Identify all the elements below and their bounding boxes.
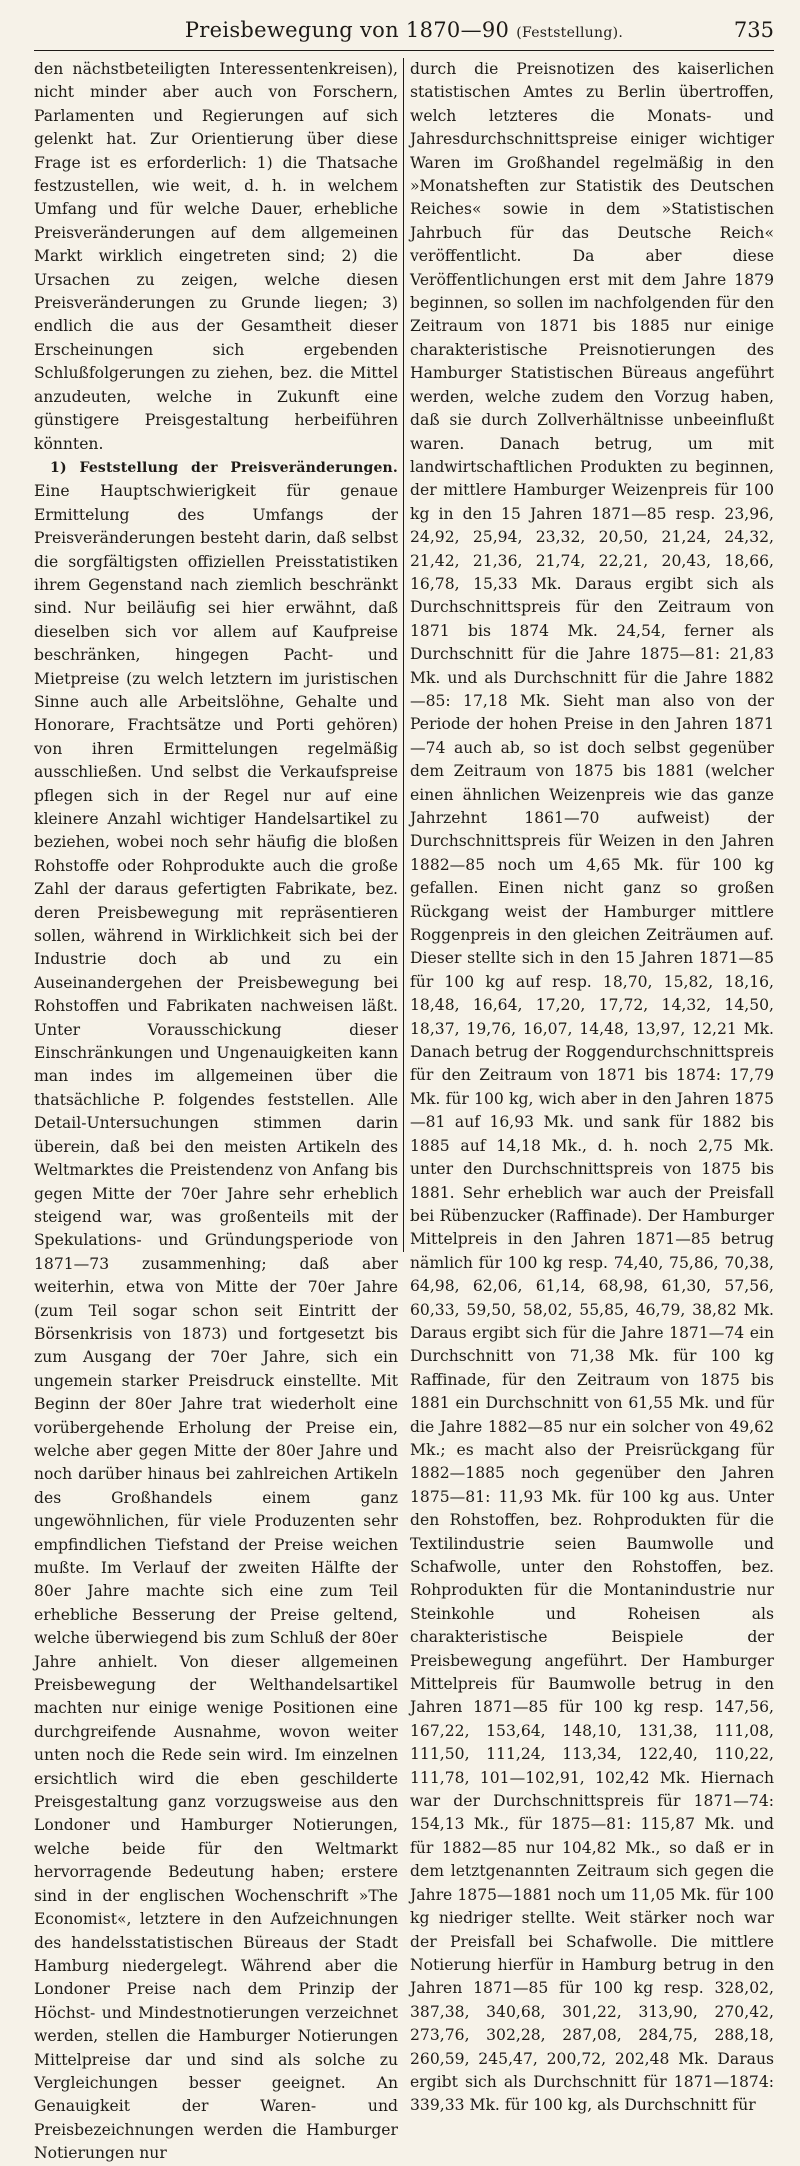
paragraph: durch die Preisnotizen des kaiserlichen statistischen Amtes zu Berlin übertroffen, welch letzteres die Monats- und Jahresdurchschnittspreise einiger wichtiger Waren im Großhandel regelmäßig in den »Monatsheften zur Statistik des Deutschen Reiches« sowie in dem »Statistischen Jahrbuch für das Deutsche Reich« veröffentlicht. Da aber diese Veröffentlichungen erst mit dem Jahre 1879 beginnen, so sollen im nachfolgenden für den Zeitraum von 1871 bis 1885 nur einige charakteristische Preisnotierungen des Hamburger Statistischen Büreaus angeführt werden, welche zudem den Vorzug haben, daß sie durch Zollverhältnisse unbeeinflußt waren. Danach betrug, um mit landwirtschaftlichen Produkten zu beginnen, der mittlere Hamburger Weizenpreis für 100 kg in den 15 Jahren 1871—85 resp. 23,96, 24,92, 25,94, 23,32, 20,50, 21,24, 24,32, 21,42, 21,36, 21,74, 22,21, 20,43, 18,66, 16,78, 15,33 Mk. Daraus ergibt sich als Durchschnittspreis für den Zeitraum von 1871 bis 1874 Mk. 24,54, ferner als Durchschnitt für die Jahre 1875—81: 21,83 Mk. und als Durchschnitt für die Jahre 1882—85: 17,18 Mk. Sieht man also von der Periode der hohen Preise in den Jahren 1871—74 auch ab, so ist doch selbst gegenüber dem Zeitraum von 1875 bis 1881 (welcher einen ähnlichen Weizenpreis wie das ganze Jahrzehnt 1861—70 aufweist) der Durchschnittspreis für Weizen in den Jahren 1882—85 noch um 4,65 Mk. für 100 kg gefallen. Einen nicht ganz so großen Rückgang weist der Hamburger mittlere Roggenpreis in den gleichen Zeiträumen auf. Dieser stellte sich in den 15 Jahren 1871—85 für 100 kg auf resp. 18,70, 15,82, 18,16, 18,48, 16,64, 17,20, 17,72, 14,32, 14,50, 18,37, 19,76, 16,07, 14,48, 13,97, 12,21 Mk. Danach betrug der Roggendurchschnittspreis für den Zeitraum von 1871 bis 1874: 17,79 Mk. für 100 kg, wich aber in den Jahren 1875—81 auf 16,93 Mk. und sank für 1882 bis 1885 auf 14,18 Mk., d. h. noch 2,75 Mk. unter den Durchschnittspreis von 1875 bis 1881. Sehr erheblich war auch der Preisfall bei Rübenzucker (Raffinade). Der Hamburger Mittelpreis in den Jahren 1871—85 betrug nämlich für 100 kg resp. 74,40, 75,86, 70,38, 64,98, 62,06, 61,14, 68,98, 61,30, 57,56, 60,33, 59,50, 58,02, 55,85, 46,79, 38,82 Mk. Daraus ergibt sich für die Jahre 1871—74 ein Durchschnitt von 71,38 Mk. für 100 kg Raffinade, für den Zeitraum von 1875 bis 1881 ein Durchschnitt von 61,55 Mk. und für die Jahre 1882—85 nur ein solcher von 49,62 Mk.; es macht also der Preisrückgang für 1882—1885 noch gegenüber den Jahren 1875—81: 11,93 Mk. für 100 kg aus. Unter den Rohstoffen, bez. Rohprodukten für die Textilindustrie seien Baumwolle und Schafwolle, unter den Rohstoffen, bez. Rohprodukten für die Montanindustrie nur Steinkohle und Roheisen als charakteristische Beispiele der Preisbewegung angeführt. Der Hamburger Mittelpreis für Baumwolle betrug in den Jahren 1871—85 für 100 kg resp. 147,56, 167,22, 153,64, 148,10, 131,38, 111,08, 111,50, 111,24, 113,34, 122,40, 110,22, 111,78, 101—102,91, 102,42 Mk. Hiernach war der Durchschnittspreis für 1871—74: 154,13 Mk., für 1875—81: 115,87 Mk. und für 1882—85 nur 104,82 Mk., so daß er in dem letztgenannten Zeitraum sich gegen die Jahre 1875—1881 noch um 11,05 Mk. für 100 kg niedriger stellte. Weit stärker noch war der Preisfall bei Schafwolle. Die mittlere Notierung hierfür in Hamburg betrug in den Jahren 1871—85 für 100 kg resp. 328,02, 387,38, 340,68, 301,22, 313,90, 270,42, 273,76, 302,28, 287,08, 284,75, 288,18, 260,59, 245,47, 200,72, 202,48 Mk. Daraus ergibt sich als Durchschnitt für 1871—1874: 339,33 Mk. für 100 kg, als Durchschnitt für	[410, 60, 774, 2115]
right-column	[410, 58, 774, 2115]
page-number: 735	[733, 18, 774, 42]
running-head	[34, 14, 774, 48]
running-title-main: Preisbewegung von 1870—90	[184, 18, 510, 42]
header-rule	[34, 50, 774, 51]
paragraph: den nächstbeteiligten Interessentenkreisen), nicht minder aber auch von Forschern, Parlamenten und Regierungen auf sich gelenkt hat. Zur Orientierung über diese Frage ist es erforderlich: 1) die Thatsache festzustellen, wie weit, d. h. in welchem Umfang und für welche Dauer, erhebliche Preisveränderungen auf dem allgemeinen Markt wirklich eingetreten sind; 2) die Ursachen zu zeigen, welche diesen Preisveränderungen zu Grunde liegen; 3) endlich die aus der Gesamtheit dieser Erscheinungen sich ergebenden Schlußfolgerungen zu ziehen, bez. die Mittel anzudeuten, welche in Zukunft eine günstigere Preisgestaltung herbeiführen könnten.	[34, 60, 398, 453]
running-title	[34, 18, 774, 42]
left-column	[34, 58, 398, 2163]
paragraph-text: Eine Hauptschwierigkeit für genaue Ermittelung des Umfangs der Preisveränderungen besteht darin, daß selbst die sorgfältigsten offiziellen Preisstatistiken ihrem Gegenstand nach ziemlich beschränkt sind. Nur beiläufig sei hier erwähnt, daß dieselben sich vor allem auf Kaufpreise beschränken, hingegen Pacht- und Mietpreise (zu welch letztern im juristischen Sinne auch alle Arbeitslöhne, Gehalte und Honorare, Frachtsätze und Porti gehören) von ihren Ermittelungen regelmäßig ausschließen. Und selbst die Verkaufspreise pflegen sich in der Regel nur auf eine kleinere Anzahl wichtiger Handelsartikel zu beziehen, wobei noch sehr häufig die bloßen Rohstoffe oder Rohprodukte auch die große Zahl der daraus gefertigten Fabrikate, bez. deren Preisbewegung mit repräsentieren sollen, während in Wirklichkeit sich bei der Industrie doch ab und zu ein Auseinandergehen der Preisbewegung bei Rohstoffen und Fabrikaten nachweisen läßt. Unter Vorausschickung dieser Einschränkungen und Ungenauigkeiten kann man indes im allgemeinen über die thatsächliche P. folgendes feststellen. Alle Detail-Untersuchungen stimmen darin überein, daß bei den meisten Artikeln des Weltmarktes die Preistendenz von Anfang bis gegen Mitte der 70er Jahre sehr erheblich steigend war, was großenteils mit der Spekulations- und Gründungsperiode von 1871—73 zusammenhing; daß aber weiterhin, etwa von Mitte der 70er Jahre (zum Teil sogar schon seit Eintritt der Börsenkrisis von 1873) und fortgesetzt bis zum Ausgang der 70er Jahre, sich ein ungemein starker Preisdruck einstellte. Mit Beginn der 80er Jahre trat wiederholt eine vorübergehende Erholung der Preise ein, welche aber gegen Mitte der 80er Jahre und noch darüber hinaus bei zahlreichen Artikeln des Großhandels einem ganz ungewöhnlichen, für viele Produzenten sehr empfindlichen Tiefstand der Preise weichen mußte. Im Verlauf der zweiten Hälfte der 80er Jahre machte sich eine zum Teil erhebliche Besserung der Preise geltend, welche überwiegend bis zum Schluß der 80er Jahre anhielt. Von dieser allgemeinen Preisbewegung der Welthandelsartikel machten nur einige wenige Positionen eine durchgreifende Ausnahme, wovon weiter unten noch die Rede sein wird. Im einzelnen ersichtlich wird die eben geschilderte Preisgestaltung ganz vorzugsweise aus den Londoner und Hamburger Notierungen, welche beide für den Weltmarkt hervorragende Bedeutung haben; erstere sind in der englischen Wochenschrift »The Economist«, letztere in den Aufzeichnungen des handelsstatistischen Büreaus der Stadt Hamburg niedergelegt. Während aber die Londoner Preise nach dem Prinzip der Höchst- und Mindestnotierungen verzeichnet werden, stellen die Hamburger Notierungen Mittelpreise dar und sind als solche zu Vergleichungen besser geeignet. An Genauigkeit der Waren- und Preisbezeichnungen werden die Hamburger Notierungen nur	[34, 482, 398, 2163]
column-divider	[403, 58, 404, 1252]
section-heading: 1) Feststellung der Preisveränderungen.	[50, 459, 398, 476]
running-title-sub: (Feststellung).	[516, 25, 624, 41]
section-paragraph	[34, 456, 398, 2166]
